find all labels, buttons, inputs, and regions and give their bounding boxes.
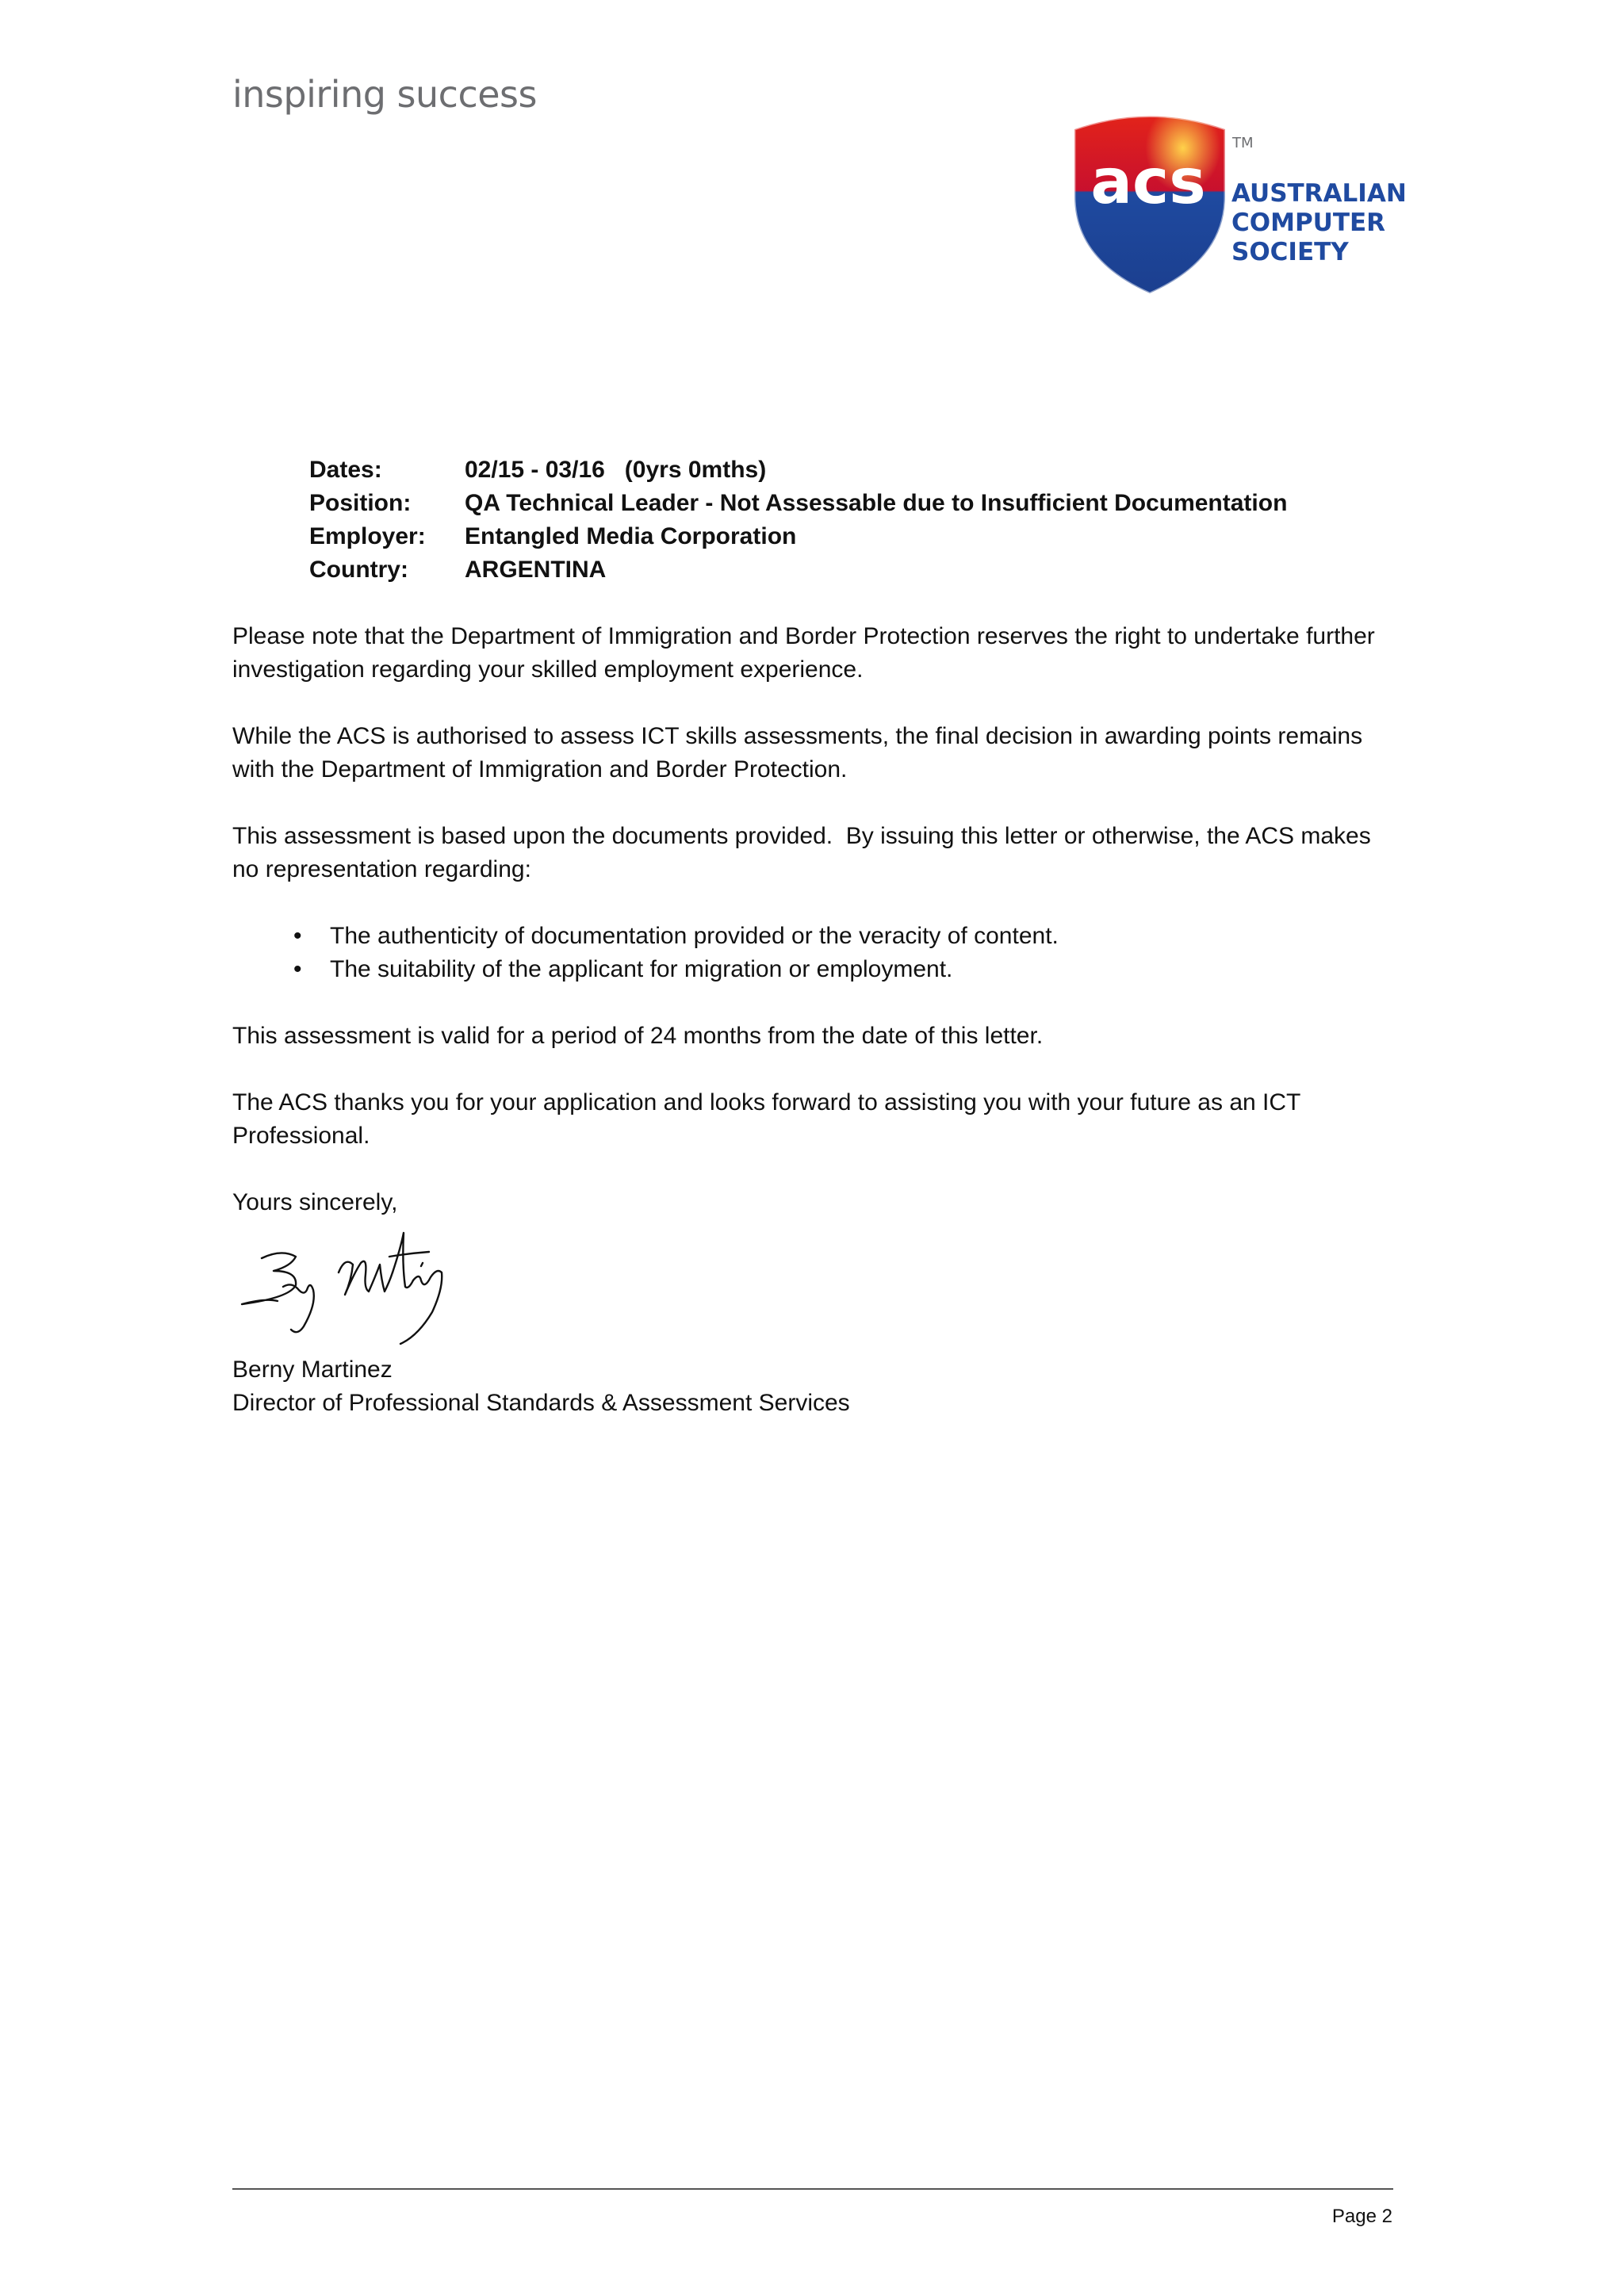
signer-title: Director of Professional Standards & Assessment Services (232, 1390, 850, 1416)
logo-trademark: TM (1232, 135, 1254, 151)
signer-block (232, 1353, 850, 1420)
employer-value: Entangled Media Corporation (465, 523, 797, 549)
paragraph-investigation: Please note that the Department of Immigration and Border Protection reserves the right to undertake further investigation regarding your skilled employment experience. (232, 623, 1375, 683)
paragraph-validity: This assessment is valid for a period of 24 months from the date of this letter. (232, 1023, 1044, 1049)
dates-row (309, 453, 1287, 487)
list-item (232, 953, 1398, 986)
list-item-text: The authenticity of documentation provided or the veracity of content. (330, 923, 1059, 949)
employer-row (309, 520, 1287, 553)
employment-details (309, 453, 1287, 587)
employer-label: Employer: (309, 523, 426, 549)
position-row (309, 487, 1287, 520)
list-item-text: The suitability of the applicant for migration or employment. (330, 956, 953, 982)
dates-label: Dates: (309, 457, 382, 483)
country-value: ARGENTINA (465, 557, 607, 583)
acs-logo (1067, 109, 1408, 300)
logo-wordmark: acs (1090, 147, 1206, 218)
logo-name (1231, 179, 1407, 267)
signature-icon (234, 1225, 511, 1352)
logo-name-line: COMPUTER (1231, 209, 1386, 237)
page-number: Page 2 (1331, 2206, 1392, 2227)
bullet-icon: • (293, 923, 302, 949)
logo-name-line: AUSTRALIAN (1231, 179, 1407, 208)
position-value: QA Technical Leader - Not Assessable due to Insufficient Documentation (465, 490, 1288, 516)
country-label: Country: (309, 557, 408, 583)
signer-name: Berny Martinez (232, 1357, 393, 1383)
logo-name-line: SOCIETY (1231, 238, 1349, 266)
tagline: inspiring success (232, 73, 537, 116)
list-item (232, 920, 1398, 953)
closing: Yours sincerely, (232, 1189, 398, 1215)
paragraph-thanks: The ACS thanks you for your application and looks forward to assisting you with your future as an ICT Professional. (232, 1089, 1300, 1149)
footer-divider (232, 2188, 1393, 2190)
position-label: Position: (309, 490, 412, 516)
representation-list (232, 920, 1398, 986)
bullet-icon: • (293, 956, 302, 982)
country-row (309, 553, 1287, 587)
paragraph-authorisation: While the ACS is authorised to assess ICT skills assessments, the final decision in awarding points remains with the Department of Immigration and Border Protection. (232, 723, 1363, 783)
letter-body (232, 620, 1398, 1253)
paragraph-representation: This assessment is based upon the documents provided. By issuing this letter or otherwise, the ACS makes no representation regarding: (232, 823, 1378, 882)
dates-value: 02/15 - 03/16 (0yrs 0mths) (465, 457, 767, 483)
acs-shield-icon (1067, 109, 1233, 300)
